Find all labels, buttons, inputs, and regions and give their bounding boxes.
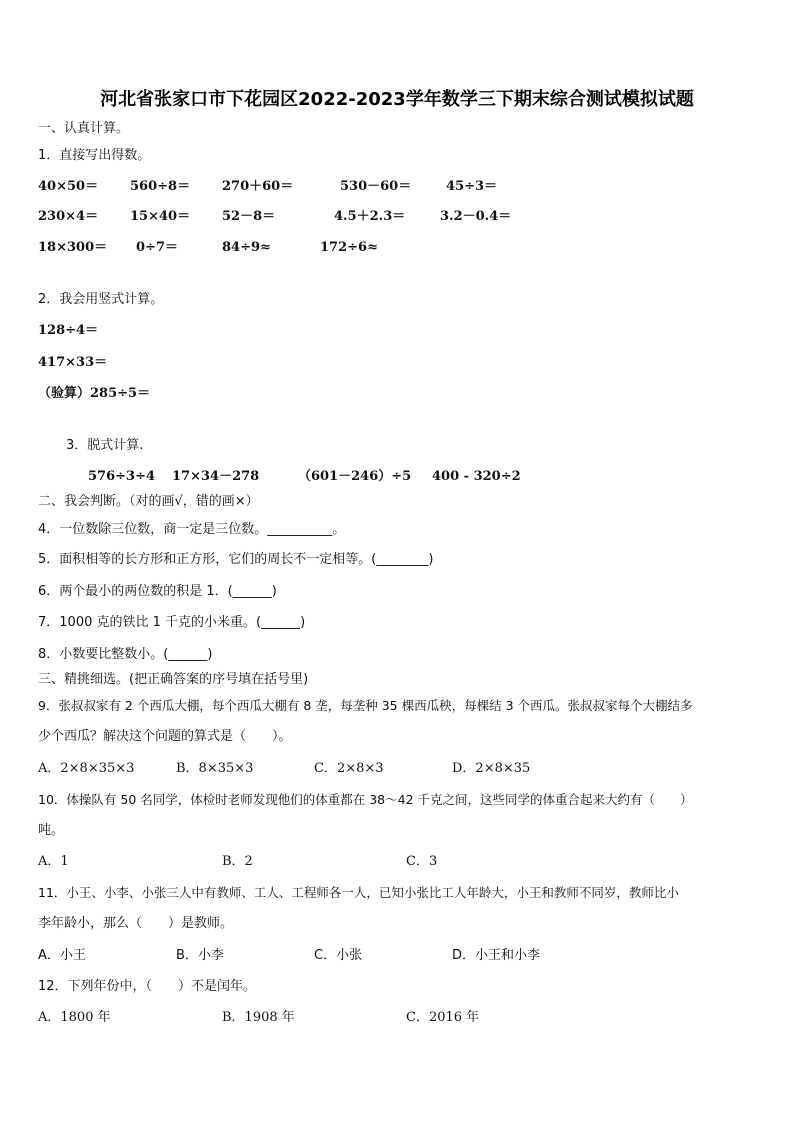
option-b: B．8×35×3 <box>176 761 254 776</box>
question-label: 1．直接写出得数。 <box>38 148 151 163</box>
option-a: A．2×8×35×3 <box>38 761 135 776</box>
option-a: A．1 <box>38 854 69 869</box>
option-b: B．小李 <box>176 948 224 963</box>
arithmetic-item: 530－60＝ <box>340 179 412 194</box>
arithmetic-item: 52－8＝ <box>222 209 276 224</box>
judge-item: 5．面积相等的长方形和正方形，它们的周长不一定相等。(________) <box>38 552 434 567</box>
question-text: 11．小王、小李、小张三人中有教师、工人、工程师各一人，已知小张比工人年龄大，小王和教师不同岁，教师比小 <box>38 885 679 900</box>
question-text: 少个西瓜？解决这个问题的算式是（ ）。 <box>38 729 292 744</box>
arithmetic-item: 172÷6≈ <box>320 240 378 255</box>
question-text: 李年龄小，那么（ ）是教师。 <box>38 916 234 931</box>
arithmetic-item: 40×50＝ <box>38 179 99 194</box>
option-c: C．2×8×3 <box>314 761 384 776</box>
vertical-calc-item: 128÷4＝ <box>38 323 99 338</box>
question-text: 10．体操队有 50 名同学，体检时老师发现他们的体重都在 38～42 千克之间，这些同学的体重合起来大约有（ ） <box>38 792 693 807</box>
judge-item: 4．一位数除三位数，商一定是三位数。__________。 <box>38 522 346 537</box>
question-label: 2．我会用竖式计算。 <box>38 292 164 307</box>
section-heading-judge: 二、我会判断。（对的画√，错的画×） <box>38 494 259 509</box>
option-a: A．小王 <box>38 948 86 963</box>
arithmetic-item: 45÷3＝ <box>446 179 498 194</box>
arithmetic-item: 0÷7＝ <box>136 240 178 255</box>
arithmetic-item: 560÷8＝ <box>130 179 191 194</box>
option-c: C．2016 年 <box>406 1010 480 1025</box>
option-a: A．1800 年 <box>38 1010 111 1025</box>
arithmetic-item: 230×4＝ <box>38 209 99 224</box>
question-text: 吨。 <box>38 823 65 838</box>
step-calc-item: 576÷3÷4 <box>88 469 156 484</box>
arithmetic-item: 270＋60＝ <box>222 179 294 194</box>
judge-item: 7．1000 克的铁比 1 千克的小米重。(______) <box>38 615 306 630</box>
arithmetic-item: 84÷9≈ <box>222 240 271 255</box>
arithmetic-item: 18×300＝ <box>38 240 108 255</box>
option-d: D．2×8×35 <box>452 761 531 776</box>
arithmetic-item: 3.2－0.4＝ <box>440 209 512 224</box>
arithmetic-item: 4.5＋2.3＝ <box>334 209 406 224</box>
option-d: D．小王和小李 <box>452 948 541 963</box>
vertical-calc-item: （验算）285÷5＝ <box>38 386 151 401</box>
page-title: 河北省张家口市下花园区2022-2023学年数学三下期末综合测试模拟试题 <box>100 89 694 110</box>
question-text: 9．张叔叔家有 2 个西瓜大棚，每个西瓜大棚有 8 垄，每垄种 35 棵西瓜秧，每棵结 3 个西瓜。张叔叔家每个大棚结多 <box>38 698 693 713</box>
option-c: C．小张 <box>314 948 363 963</box>
option-c: C．3 <box>406 854 438 869</box>
judge-item: 8．小数要比整数小。(______) <box>38 647 213 662</box>
section-heading-calc: 一、认真计算。 <box>38 121 130 136</box>
vertical-calc-item: 417×33＝ <box>38 355 108 370</box>
option-b: B．2 <box>222 854 253 869</box>
question-label: 3．脱式计算. <box>66 438 144 453</box>
section-heading-choice: 三、精挑细选。(把正确答案的序号填在括号里) <box>38 672 309 687</box>
judge-item: 6．两个最小的两位数的积是 1．(______) <box>38 584 277 599</box>
step-calc-item: 17×34－278 <box>172 469 260 484</box>
arithmetic-item: 15×40＝ <box>130 209 191 224</box>
option-b: B．1908 年 <box>222 1010 295 1025</box>
question-text: 12．下列年份中，（ ）不是闰年。 <box>38 979 257 994</box>
step-calc-item: （601－246）÷5 <box>298 469 412 484</box>
step-calc-item: 400 - 320÷2 <box>432 469 521 484</box>
